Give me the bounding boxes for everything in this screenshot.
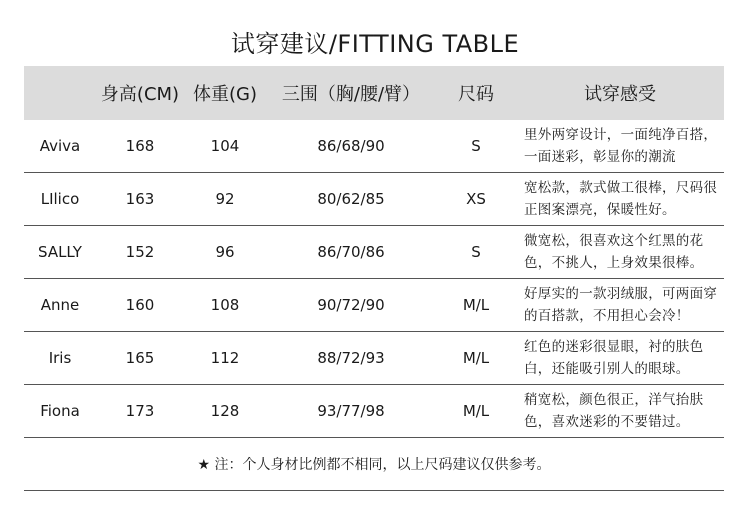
cell-size: M/L (462, 349, 490, 367)
cell-comment: 稍宽松，颜色很正，洋气抬肤色，喜欢迷彩的不要错过。 (524, 392, 704, 430)
table-row (24, 332, 724, 385)
cell-comment: 微宽松，很喜欢这个红黑的花色，不挑人，上身效果很棒。 (524, 233, 704, 271)
cell-name: SALLY (38, 243, 82, 261)
cell-size: XS (466, 190, 486, 208)
table-row (24, 226, 724, 279)
cell-name: LIlico (40, 190, 80, 208)
table-row (24, 279, 724, 332)
cell-height: 168 (125, 137, 155, 155)
header-measurements: 三围（胸/腰/臂） (281, 84, 421, 105)
cell-height: 173 (125, 402, 155, 420)
cell-weight: 128 (210, 402, 240, 420)
table-header (24, 66, 724, 120)
cell-comment: 里外两穿设计，一面纯净百搭，一面迷彩，彰显你的潮流 (524, 127, 718, 165)
cell-weight: 112 (210, 349, 240, 367)
fitting-table (24, 66, 724, 491)
header-height: 身高(CM) (100, 84, 180, 105)
cell-measurements: 88/72/93 (317, 349, 385, 367)
cell-measurements: 93/77/98 (317, 402, 385, 420)
cell-comment: 红色的迷彩很显眼，衬的肤色白，还能吸引别人的眼球。 (524, 339, 704, 377)
cell-height: 165 (125, 349, 155, 367)
cell-size: S (471, 137, 481, 155)
cell-measurements: 86/68/90 (317, 137, 385, 155)
header-comment: 试穿感受 (584, 84, 656, 105)
cell-comment: 好厚实的一款羽绒服，可两面穿的百搭款，不用担心会冷！ (524, 286, 718, 324)
cell-weight: 108 (210, 296, 240, 314)
disclaimer-note: ★ 注：个人身材比例都不相同，以上尺码建议仅供参考。 (24, 438, 724, 491)
cell-name: Aviva (39, 137, 81, 155)
cell-height: 152 (125, 243, 155, 261)
cell-weight: 92 (215, 190, 235, 208)
cell-measurements: 80/62/85 (317, 190, 385, 208)
cell-size: S (471, 243, 481, 261)
cell-comment: 宽松款，款式做工很棒，尺码很正图案漂亮，保暖性好。 (524, 180, 718, 218)
header-size: 尺码 (458, 84, 494, 105)
cell-measurements: 90/72/90 (317, 296, 385, 314)
cell-name: Anne (40, 296, 80, 314)
table-row (24, 385, 724, 438)
table-row (24, 173, 724, 226)
cell-measurements: 86/70/86 (317, 243, 385, 261)
cell-size: M/L (462, 402, 490, 420)
cell-name: Iris (48, 349, 72, 367)
page-title: 试穿建议/FITTING TABLE (230, 30, 520, 58)
table-row (24, 120, 724, 173)
cell-size: M/L (462, 296, 490, 314)
header-weight: 体重(G) (193, 84, 257, 105)
cell-height: 163 (125, 190, 155, 208)
cell-weight: 96 (215, 243, 235, 261)
cell-name: Fiona (40, 402, 80, 420)
cell-height: 160 (125, 296, 155, 314)
cell-weight: 104 (210, 137, 240, 155)
